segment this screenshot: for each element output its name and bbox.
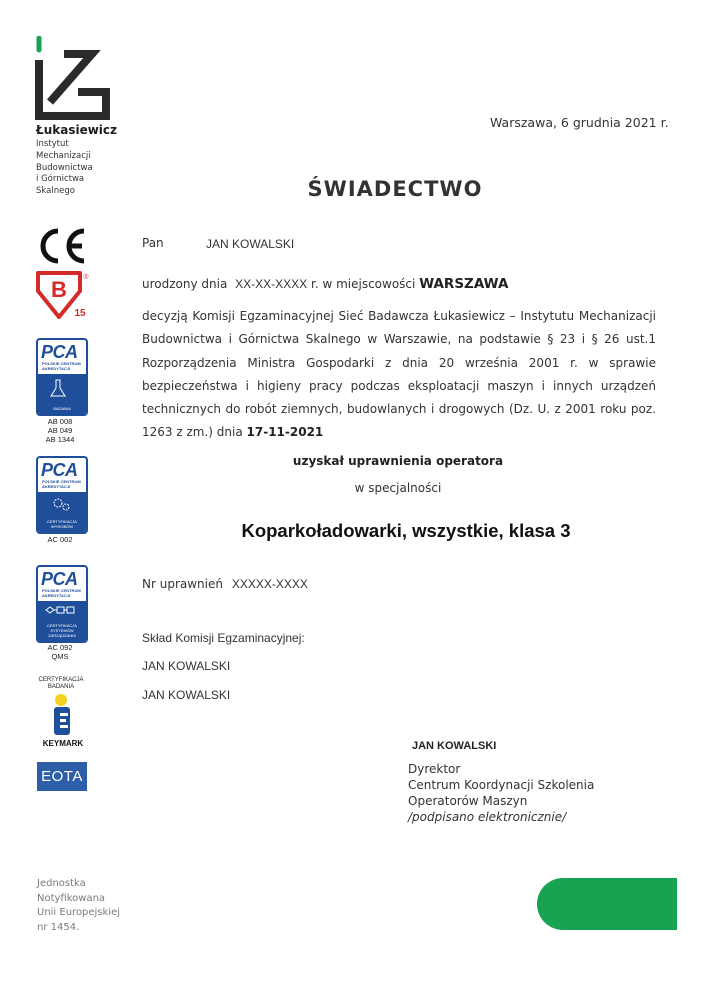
pca-word: PCA <box>41 460 78 480</box>
flask-icon <box>38 374 86 404</box>
institute-subtitle: Instytut Mechanizacji Budownictwa i Górnictwa Skalnego <box>36 139 93 197</box>
decision-date: 17-11-2021 <box>246 425 324 440</box>
pca-code: AB 008 <box>47 417 73 426</box>
pca-badge-label: CERTYFIKACJA WYROBÓW <box>47 519 77 529</box>
process-flow-icon <box>38 601 86 623</box>
signatory-unit-line2: Operatorów Maszyn <box>408 794 528 808</box>
obtained-text: uzyskał uprawnienia operatora <box>292 454 504 468</box>
permit-label: Nr uprawnień <box>142 577 223 591</box>
recipient-name: JAN KOWALSKI <box>206 237 295 251</box>
pca-code: AB 1344 <box>45 435 75 444</box>
pca-blue-panel <box>38 601 86 641</box>
pca-code: QMS <box>51 652 69 661</box>
birth-line <box>142 276 508 292</box>
pca-small-text: POLSKIE CENTRUM AKREDYTACJI <box>42 588 81 598</box>
signature-note: /podpisano elektronicznie/ <box>408 810 567 824</box>
eota-logo <box>37 762 87 791</box>
pca-small-text: POLSKIE CENTRUM AKREDYTACJI <box>42 361 81 371</box>
institute-logo <box>34 36 110 122</box>
pca-testing-codes <box>36 417 84 444</box>
birth-label: urodzony dnia <box>142 277 228 291</box>
lukasiewicz-logo-icon <box>34 36 110 122</box>
ce-mark <box>36 227 90 265</box>
ce-mark-icon <box>36 227 90 265</box>
eota-text: EOTA <box>41 768 83 785</box>
permit-number: XXXXX-XXXX <box>231 577 308 591</box>
b-safety-mark-icon <box>36 271 92 319</box>
green-footer-shape <box>537 878 677 930</box>
birth-date: XX-XX-XXXX <box>235 277 308 291</box>
b-mark-registered: ® <box>83 274 89 281</box>
keymark-caption: CERTYFIKACJA BADANIA <box>38 677 84 690</box>
pca-badge-label: CERTYFIKACJA SYSTEMÓW ZARZĄDZANIA <box>47 623 77 638</box>
pca-code: AB 049 <box>47 426 73 435</box>
institute-name: Łukasiewicz <box>36 123 118 137</box>
permit-line <box>142 577 308 591</box>
pca-small-text: POLSKIE CENTRUM AKREDYTACJI <box>42 479 81 489</box>
pca-word: PCA <box>41 342 78 362</box>
signatory-role: Dyrektor <box>408 762 461 776</box>
recipient-prefix: Pan <box>142 236 164 250</box>
signatory-unit-line1: Centrum Koordynacji Szkolenia <box>408 778 595 792</box>
keymark-logo <box>50 693 76 737</box>
specialty-value: Koparkoładowarki, wszystkie, klasa 3 <box>241 520 571 541</box>
birth-place: WARSZAWA <box>419 276 509 292</box>
pca-word: PCA <box>41 569 78 589</box>
decision-text: decyzją Komisji Egzaminacyjnej Sieć Badawcza Łukasiewicz – Instytutu Mechanizacji Budownictwa i Górnictwa Skalnego w Warszawie, na podstawie § 23 i § 26 ust.1 Rozporządzenia Ministra Gospodarki z dnia 20 września 2001 r. w sprawie bezpieczeństwa i higieny pracy podczas eksploatacji maszyn i innych urządzeń technicznych do robót ziemnych, budowlanych i drogowych (Dz. U. z 2001 roku poz. 1263 z zm.) dnia <box>142 309 656 440</box>
pca-code: AC 002 <box>47 535 73 544</box>
commission-member: JAN KOWALSKI <box>142 688 231 702</box>
signatory-name: JAN KOWALSKI <box>412 740 497 752</box>
page-title: ŚWIADECTWO <box>307 177 483 201</box>
decision-paragraph <box>142 305 656 445</box>
pca-badge-label: BADANIA <box>53 406 71 411</box>
pca-badge-management-systems <box>36 565 88 643</box>
b-safety-mark <box>36 271 92 319</box>
gears-icon <box>38 492 86 518</box>
commission-label: Skład Komisji Egzaminacyjnej: <box>142 631 305 645</box>
birth-place-label: r. w miejscowości <box>311 277 416 291</box>
b-mark-number: 15 <box>74 308 86 319</box>
pca-management-codes <box>36 643 84 661</box>
pca-badge-testing <box>36 338 88 416</box>
place-date: Warszawa, 6 grudnia 2021 r. <box>490 115 669 130</box>
keymark-logo-icon <box>50 693 76 737</box>
notified-body-note: Jednostka Notyfikowana Unii Europejskiej nr 1454. <box>37 878 121 933</box>
specialty-label: w specjalności <box>354 481 442 495</box>
pca-blue-panel <box>38 374 86 414</box>
b-mark-letter: B <box>51 277 67 302</box>
keymark-label: KEYMARK <box>42 739 84 748</box>
pca-code: AC 092 <box>47 643 73 652</box>
commission-member: JAN KOWALSKI <box>142 659 231 673</box>
